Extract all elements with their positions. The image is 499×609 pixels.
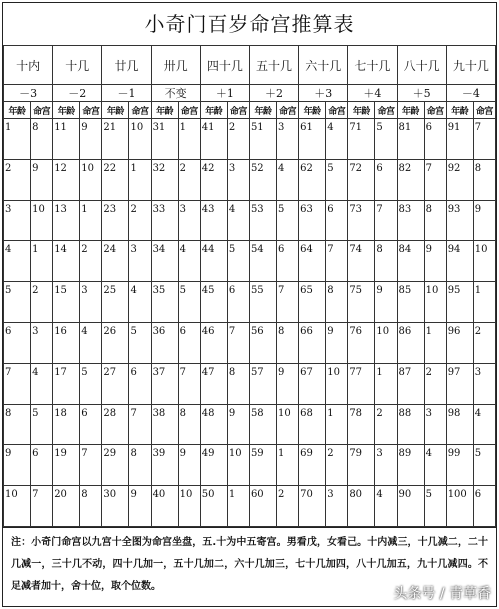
palace-cell: 8 [227, 363, 249, 404]
age-cell: 5 [4, 282, 31, 323]
palace-label-cell: 命宫 [31, 102, 53, 119]
age-cell: 39 [151, 445, 178, 486]
age-cell: 21 [102, 119, 129, 160]
age-cell: 8 [4, 404, 31, 445]
palace-cell: 2 [80, 241, 102, 282]
age-cell: 92 [446, 159, 473, 200]
palace-cell: 9 [129, 486, 151, 527]
table-row [4, 363, 496, 404]
palace-cell: 9 [277, 363, 299, 404]
age-cell: 99 [446, 445, 473, 486]
age-cell: 90 [397, 486, 424, 527]
age-cell: 46 [200, 322, 227, 363]
age-cell: 13 [53, 200, 80, 241]
group-name-cell: 十几 [53, 46, 102, 85]
palace-cell: 10 [473, 241, 495, 282]
palace-cell: 3 [31, 322, 53, 363]
age-cell: 35 [151, 282, 178, 323]
palace-cell: 4 [473, 404, 495, 445]
palace-cell: 2 [375, 404, 397, 445]
palace-cell: 9 [424, 241, 446, 282]
palace-cell: 2 [424, 363, 446, 404]
palace-cell: 7 [424, 159, 446, 200]
age-cell: 6 [4, 322, 31, 363]
age-cell: 1 [4, 119, 31, 160]
palace-label-cell: 命宫 [375, 102, 397, 119]
age-cell: 63 [299, 200, 326, 241]
palace-cell: 5 [375, 119, 397, 160]
age-cell: 48 [200, 404, 227, 445]
age-cell: 25 [102, 282, 129, 323]
group-name-cell: 五十几 [249, 46, 298, 85]
age-cell: 70 [299, 486, 326, 527]
table-title: 小奇门百岁命宫推算表 [3, 3, 496, 46]
age-cell: 59 [249, 445, 276, 486]
palace-cell: 10 [129, 119, 151, 160]
palace-cell: 6 [277, 241, 299, 282]
age-cell: 36 [151, 322, 178, 363]
palace-cell: 10 [375, 322, 397, 363]
palace-cell: 7 [80, 445, 102, 486]
palace-cell: 9 [80, 119, 102, 160]
palace-cell: 3 [277, 119, 299, 160]
palace-cell: 1 [473, 282, 495, 323]
age-cell: 86 [397, 322, 424, 363]
age-cell: 29 [102, 445, 129, 486]
table-row [4, 445, 496, 486]
age-cell: 81 [397, 119, 424, 160]
palace-cell: 5 [326, 159, 348, 200]
palace-cell: 1 [277, 445, 299, 486]
palace-cell: 1 [80, 200, 102, 241]
palace-cell: 10 [424, 282, 446, 323]
age-cell: 14 [53, 241, 80, 282]
age-cell: 75 [348, 282, 375, 323]
offset-cell: －1 [102, 85, 151, 102]
palace-cell: 2 [31, 282, 53, 323]
age-label-cell: 年龄 [299, 102, 326, 119]
age-cell: 84 [397, 241, 424, 282]
age-cell: 62 [299, 159, 326, 200]
age-cell: 23 [102, 200, 129, 241]
palace-cell: 9 [473, 200, 495, 241]
palace-cell: 6 [129, 363, 151, 404]
palace-cell: 10 [227, 445, 249, 486]
palace-cell: 2 [473, 322, 495, 363]
column-label-row [4, 102, 496, 119]
offset-cell: －2 [53, 85, 102, 102]
age-cell: 53 [249, 200, 276, 241]
age-label-cell: 年龄 [53, 102, 80, 119]
offset-row [4, 85, 496, 102]
offset-cell: ＋5 [397, 85, 446, 102]
age-cell: 97 [446, 363, 473, 404]
palace-cell: 1 [424, 322, 446, 363]
palace-cell: 4 [424, 445, 446, 486]
age-cell: 76 [348, 322, 375, 363]
age-cell: 43 [200, 200, 227, 241]
palace-cell: 8 [375, 241, 397, 282]
palace-cell: 5 [424, 486, 446, 527]
reckoning-table-sheet [2, 2, 497, 607]
palace-cell: 2 [129, 200, 151, 241]
palace-cell: 9 [375, 282, 397, 323]
group-name-cell: 卅几 [151, 46, 200, 85]
palace-cell: 10 [31, 200, 53, 241]
age-cell: 9 [4, 445, 31, 486]
age-cell: 100 [446, 486, 473, 527]
offset-cell: ＋1 [200, 85, 249, 102]
age-cell: 3 [4, 200, 31, 241]
palace-cell: 5 [31, 404, 53, 445]
age-label-cell: 年龄 [397, 102, 424, 119]
offset-cell: ＋4 [348, 85, 397, 102]
offset-cell: ＋3 [299, 85, 348, 102]
palace-cell: 4 [227, 200, 249, 241]
age-label-cell: 年龄 [249, 102, 276, 119]
age-cell: 54 [249, 241, 276, 282]
table-row [4, 322, 496, 363]
age-cell: 66 [299, 322, 326, 363]
group-name-cell: 十内 [4, 46, 53, 85]
age-cell: 32 [151, 159, 178, 200]
palace-cell: 9 [326, 322, 348, 363]
watermark: 头条号 / 青草香 [393, 586, 491, 602]
age-cell: 52 [249, 159, 276, 200]
footnote: 注：小奇门命宫以九宫十全图为命宫坐盘，五.十为中五寄宫。男看戊，女看己。十内减三，十几减二，二十几减一，三十几不动，四十几加一，五十几加二，六十几加三，七十几加四，八十几加五，九十几减四。不足减者加十，舍十位，取个位数。 [3, 527, 496, 606]
palace-cell: 10 [80, 159, 102, 200]
palace-cell: 4 [277, 159, 299, 200]
palace-cell: 2 [326, 445, 348, 486]
palace-cell: 5 [178, 282, 200, 323]
age-cell: 40 [151, 486, 178, 527]
palace-cell: 10 [178, 486, 200, 527]
palace-cell: 6 [326, 200, 348, 241]
palace-label-cell: 命宫 [227, 102, 249, 119]
palace-cell: 9 [31, 159, 53, 200]
age-label-cell: 年龄 [102, 102, 129, 119]
palace-cell: 2 [178, 159, 200, 200]
age-cell: 78 [348, 404, 375, 445]
age-cell: 88 [397, 404, 424, 445]
palace-cell: 3 [178, 200, 200, 241]
palace-cell: 5 [80, 363, 102, 404]
age-cell: 49 [200, 445, 227, 486]
age-cell: 69 [299, 445, 326, 486]
palace-cell: 7 [178, 363, 200, 404]
age-cell: 27 [102, 363, 129, 404]
palace-cell: 4 [178, 241, 200, 282]
age-cell: 18 [53, 404, 80, 445]
age-cell: 89 [397, 445, 424, 486]
age-label-cell: 年龄 [4, 102, 31, 119]
palace-cell: 6 [227, 282, 249, 323]
palace-cell: 3 [80, 282, 102, 323]
age-cell: 38 [151, 404, 178, 445]
palace-cell: 7 [375, 200, 397, 241]
palace-cell: 7 [129, 404, 151, 445]
age-cell: 65 [299, 282, 326, 323]
table-row [4, 200, 496, 241]
age-cell: 74 [348, 241, 375, 282]
palace-label-cell: 命宫 [424, 102, 446, 119]
age-cell: 34 [151, 241, 178, 282]
age-cell: 7 [4, 363, 31, 404]
palace-cell: 6 [473, 486, 495, 527]
palace-cell: 2 [277, 486, 299, 527]
palace-cell: 3 [227, 159, 249, 200]
age-cell: 55 [249, 282, 276, 323]
age-cell: 45 [200, 282, 227, 323]
age-cell: 42 [200, 159, 227, 200]
age-cell: 50 [200, 486, 227, 527]
offset-cell: 不变 [151, 85, 200, 102]
age-label-cell: 年龄 [446, 102, 473, 119]
age-cell: 17 [53, 363, 80, 404]
palace-cell: 3 [375, 445, 397, 486]
palace-label-cell: 命宫 [277, 102, 299, 119]
age-cell: 98 [446, 404, 473, 445]
age-cell: 85 [397, 282, 424, 323]
age-cell: 57 [249, 363, 276, 404]
age-cell: 83 [397, 200, 424, 241]
offset-cell: －3 [4, 85, 53, 102]
group-name-cell: 八十几 [397, 46, 446, 85]
palace-cell: 5 [473, 445, 495, 486]
palace-label-cell: 命宫 [129, 102, 151, 119]
age-cell: 73 [348, 200, 375, 241]
age-cell: 95 [446, 282, 473, 323]
palace-cell: 7 [227, 322, 249, 363]
palace-cell: 8 [424, 200, 446, 241]
palace-cell: 7 [326, 241, 348, 282]
palace-cell: 3 [424, 404, 446, 445]
age-cell: 12 [53, 159, 80, 200]
palace-cell: 4 [80, 322, 102, 363]
palace-cell: 1 [31, 241, 53, 282]
palace-label-cell: 命宫 [178, 102, 200, 119]
palace-cell: 7 [473, 119, 495, 160]
palace-cell: 8 [80, 486, 102, 527]
palace-cell: 6 [80, 404, 102, 445]
palace-label-cell: 命宫 [473, 102, 495, 119]
palace-cell: 1 [227, 486, 249, 527]
palace-cell: 5 [129, 322, 151, 363]
palace-cell: 2 [227, 119, 249, 160]
group-name-cell: 六十几 [299, 46, 348, 85]
age-cell: 44 [200, 241, 227, 282]
age-cell: 80 [348, 486, 375, 527]
group-name-cell: 四十几 [200, 46, 249, 85]
palace-cell: 10 [277, 404, 299, 445]
age-cell: 10 [4, 486, 31, 527]
palace-cell: 3 [326, 486, 348, 527]
age-cell: 82 [397, 159, 424, 200]
table-row [4, 282, 496, 323]
age-cell: 19 [53, 445, 80, 486]
palace-cell: 8 [277, 322, 299, 363]
palace-cell: 8 [31, 119, 53, 160]
reckoning-grid [3, 45, 496, 527]
palace-cell: 6 [178, 322, 200, 363]
age-label-cell: 年龄 [200, 102, 227, 119]
palace-cell: 9 [178, 445, 200, 486]
age-cell: 94 [446, 241, 473, 282]
age-cell: 51 [249, 119, 276, 160]
palace-cell: 1 [129, 159, 151, 200]
palace-cell: 6 [424, 119, 446, 160]
age-cell: 79 [348, 445, 375, 486]
palace-cell: 1 [326, 404, 348, 445]
age-palace-table [3, 45, 496, 527]
palace-cell: 7 [277, 282, 299, 323]
age-cell: 60 [249, 486, 276, 527]
age-cell: 67 [299, 363, 326, 404]
age-cell: 24 [102, 241, 129, 282]
table-row [4, 159, 496, 200]
palace-cell: 3 [473, 363, 495, 404]
palace-cell: 8 [473, 159, 495, 200]
age-cell: 93 [446, 200, 473, 241]
palace-cell: 4 [129, 282, 151, 323]
group-name-cell: 九十几 [446, 46, 495, 85]
palace-cell: 4 [375, 486, 397, 527]
palace-cell: 6 [375, 159, 397, 200]
age-cell: 58 [249, 404, 276, 445]
age-cell: 33 [151, 200, 178, 241]
age-cell: 47 [200, 363, 227, 404]
group-header-row [4, 46, 496, 85]
palace-cell: 5 [277, 200, 299, 241]
palace-label-cell: 命宫 [326, 102, 348, 119]
age-cell: 11 [53, 119, 80, 160]
age-cell: 56 [249, 322, 276, 363]
palace-cell: 8 [326, 282, 348, 323]
age-label-cell: 年龄 [348, 102, 375, 119]
palace-cell: 9 [227, 404, 249, 445]
age-cell: 2 [4, 159, 31, 200]
age-cell: 72 [348, 159, 375, 200]
palace-cell: 8 [178, 404, 200, 445]
table-row [4, 241, 496, 282]
age-cell: 37 [151, 363, 178, 404]
palace-cell: 3 [129, 241, 151, 282]
age-cell: 4 [4, 241, 31, 282]
age-cell: 64 [299, 241, 326, 282]
palace-label-cell: 命宫 [80, 102, 102, 119]
age-cell: 31 [151, 119, 178, 160]
age-cell: 77 [348, 363, 375, 404]
age-cell: 61 [299, 119, 326, 160]
age-cell: 28 [102, 404, 129, 445]
age-cell: 71 [348, 119, 375, 160]
age-cell: 87 [397, 363, 424, 404]
age-cell: 16 [53, 322, 80, 363]
age-cell: 68 [299, 404, 326, 445]
palace-cell: 4 [326, 119, 348, 160]
table-row [4, 119, 496, 160]
age-cell: 26 [102, 322, 129, 363]
age-cell: 91 [446, 119, 473, 160]
palace-cell: 6 [31, 445, 53, 486]
age-label-cell: 年龄 [151, 102, 178, 119]
offset-cell: －4 [446, 85, 495, 102]
age-cell: 41 [200, 119, 227, 160]
age-cell: 30 [102, 486, 129, 527]
age-cell: 96 [446, 322, 473, 363]
age-cell: 20 [53, 486, 80, 527]
palace-cell: 1 [375, 363, 397, 404]
palace-cell: 1 [178, 119, 200, 160]
palace-cell: 8 [129, 445, 151, 486]
table-row [4, 404, 496, 445]
group-name-cell: 七十几 [348, 46, 397, 85]
palace-cell: 10 [326, 363, 348, 404]
palace-cell: 4 [31, 363, 53, 404]
table-row [4, 486, 496, 527]
offset-cell: ＋2 [249, 85, 298, 102]
age-cell: 15 [53, 282, 80, 323]
palace-cell: 5 [227, 241, 249, 282]
palace-cell: 7 [31, 486, 53, 527]
group-name-cell: 廿几 [102, 46, 151, 85]
age-cell: 22 [102, 159, 129, 200]
